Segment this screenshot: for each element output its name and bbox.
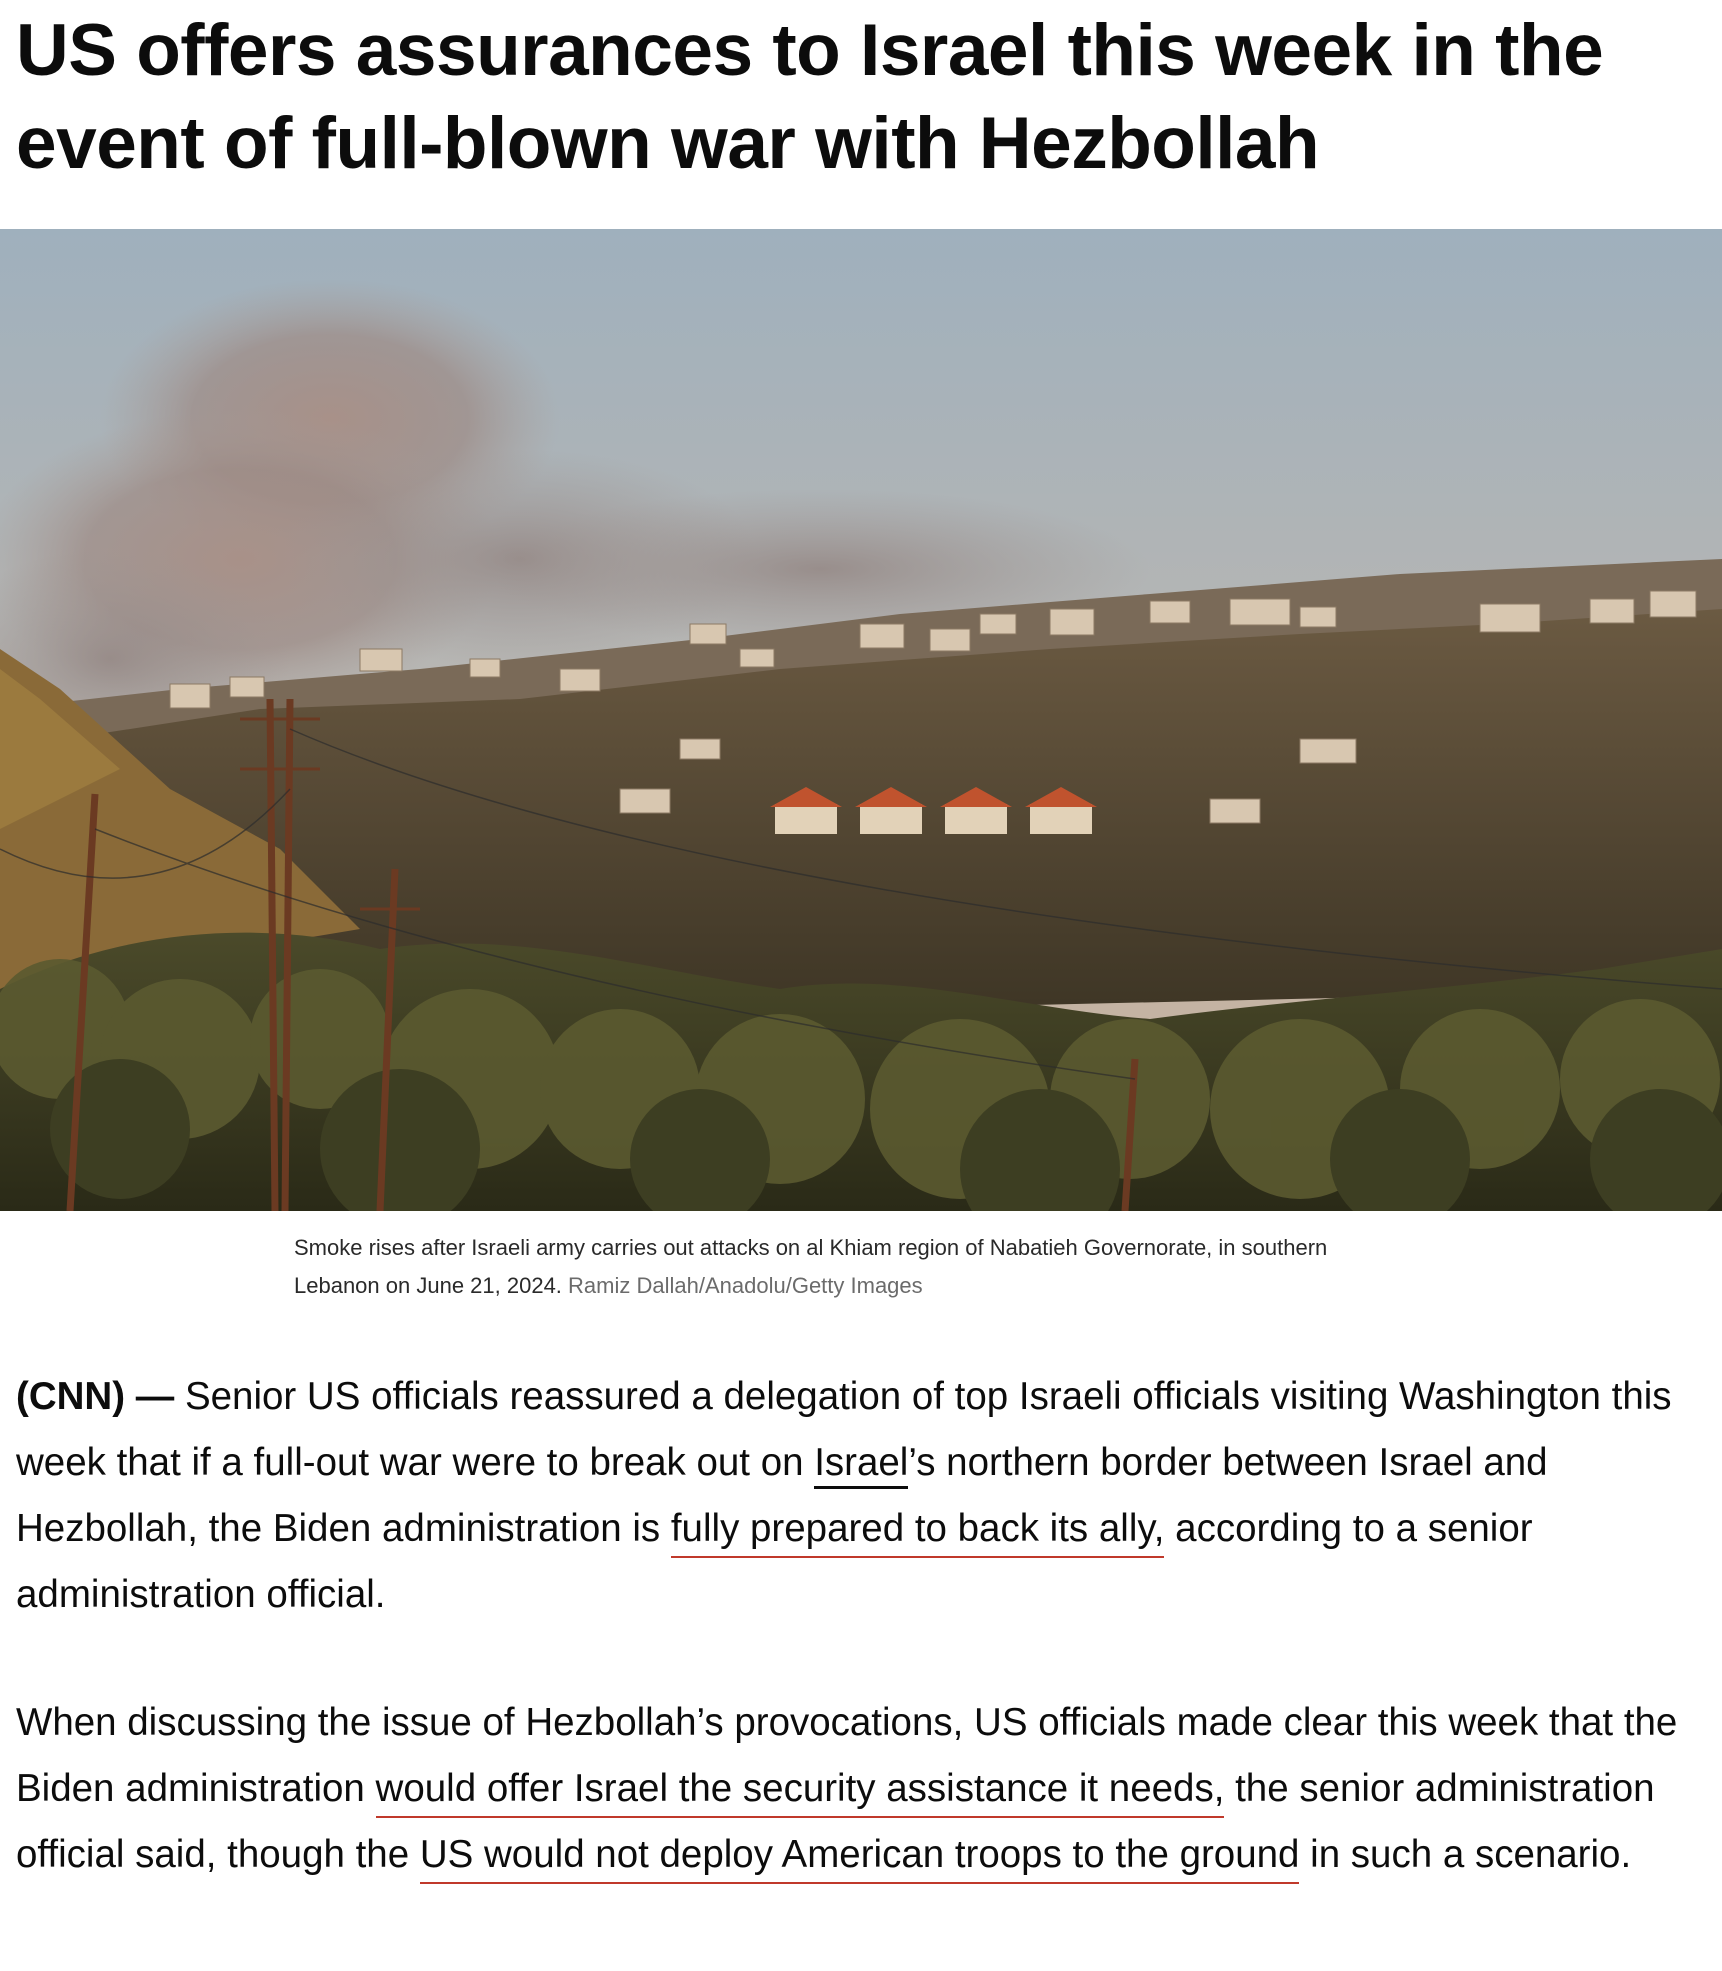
dateline: (CNN) — xyxy=(16,1375,175,1418)
highlight-security-assistance: would offer Israel the security assistance it needs, xyxy=(376,1767,1225,1818)
p1-text-c: according to a senior administration official. xyxy=(16,1507,1533,1616)
p1-text-b: ’s northern border between Israel and Hezbollah, the Biden administration is xyxy=(16,1441,1548,1550)
photo-credit: Ramiz Dallah/Anadolu/Getty Images xyxy=(568,1273,923,1298)
p2-text-c: in such a scenario. xyxy=(1299,1833,1632,1876)
paragraph-2 xyxy=(16,1690,1716,1888)
israel-link[interactable]: Israel xyxy=(814,1441,908,1489)
p2-text-b: the senior administration official said, though the xyxy=(16,1767,1655,1876)
p2-text-a: When discussing the issue of Hezbollah’s provocations, US officials made clear this week that the Biden administration xyxy=(16,1701,1678,1810)
headline: US offers assurances to Israel this week in the event of full-blown war with Hezbollah xyxy=(16,10,1604,184)
paragraph-1 xyxy=(16,1364,1716,1628)
caption-text: Smoke rises after Israeli army carries out attacks on al Khiam region of Nabatieh Governorate, in southern Lebanon on June 21, 2024. xyxy=(294,1235,1328,1298)
p1-text-a: Senior US officials reassured a delegation of top Israeli officials visiting Washington this week that if a full-out war were to break out on xyxy=(16,1375,1672,1484)
highlight-no-troops: US would not deploy American troops to the ground xyxy=(420,1833,1300,1884)
hero-photo xyxy=(0,229,1722,1211)
highlight-back-ally: fully prepared to back its ally, xyxy=(671,1507,1165,1558)
photo-caption xyxy=(294,1229,1394,1305)
